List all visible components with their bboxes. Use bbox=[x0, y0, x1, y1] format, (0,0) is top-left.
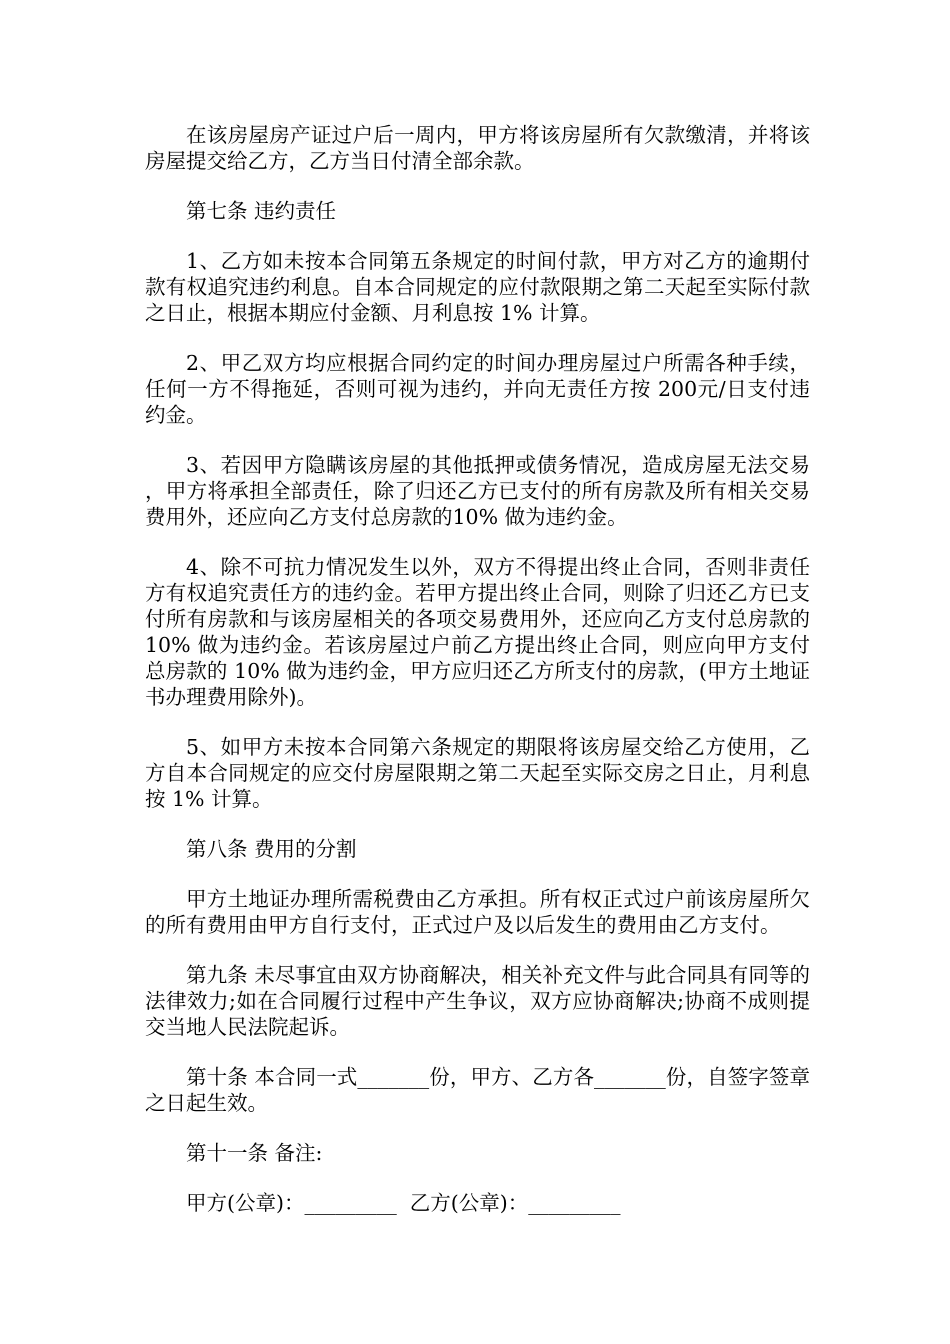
heading-article-11: 第十一条 备注: bbox=[186, 1141, 323, 1165]
paragraph-clause-5: 5、如甲方未按本合同第六条规定的期限将该房屋交给乙方使用，乙方自本合同规定的应交付房屋限期之第二天起至实际交房之日止，月利息按 1% 计算。 bbox=[145, 735, 810, 811]
paragraph-article-10: 第十条 本合同一式_______份，甲方、乙方各_______份，自签字签章之日起生效。 bbox=[145, 1065, 810, 1115]
paragraph-article-9: 第九条 未尽事宜由双方协商解决，相关补充文件与此合同具有同等的法律效力;如在合同履行过程中产生争议，双方应协商解决;协商不成则提交当地人民法院起诉。 bbox=[145, 963, 810, 1039]
paragraph-clause-4: 4、除不可抗力情况发生以外，双方不得提出终止合同，否则非责任方有权追究责任方的违约金。若甲方提出终止合同，则除了归还乙方已支付所有房款和与该房屋相关的各项交易费用外，还应向乙方支付总房款的 10% 做为违约金。若该房屋过户前乙方提出终止合同，则应向甲方支付总房款的 10% 做为违约金，甲方应归还乙方所支付的房款，(甲方土地证书办理费用除外)。 bbox=[145, 555, 810, 709]
paragraph-fees: 甲方土地证办理所需税费由乙方承担。所有权正式过户前该房屋所欠的所有费用由甲方自行支付，正式过户及以后发生的费用由乙方支付。 bbox=[145, 887, 810, 937]
paragraph-clause-1: 1、乙方如未按本合同第五条规定的时间付款，甲方对乙方的逾期付款有权追究违约利息。自本合同规定的应付款限期之第二天起至实际付款之日止，根据本期应付金额、月利息按 1% 计算。 bbox=[145, 249, 810, 325]
document-body bbox=[145, 122, 810, 1216]
heading-article-7: 第七条 违约责任 bbox=[186, 199, 337, 223]
paragraph-clause-3: 3、若因甲方隐瞒该房屋的其他抵押或债务情况，造成房屋无法交易，甲方将承担全部责任，除了归还乙方已支付的所有房款及所有相关交易费用外，还应向乙方支付总房款的10% 做为违约金。 bbox=[145, 453, 810, 529]
paragraph-clause-2: 2、甲乙双方均应根据合同约定的时间办理房屋过户所需各种手续，任何一方不得拖延，否则可视为违约，并向无责任方按 200元/日支付违约金。 bbox=[145, 351, 810, 427]
signature-line: 甲方(公章)：_________ 乙方(公章)：_________ bbox=[186, 1191, 621, 1215]
paragraph-handover: 在该房屋房产证过户后一周内，甲方将该房屋所有欠款缴清，并将该房屋提交给乙方，乙方当日付清全部余款。 bbox=[145, 123, 810, 173]
heading-article-8: 第八条 费用的分割 bbox=[186, 837, 357, 861]
